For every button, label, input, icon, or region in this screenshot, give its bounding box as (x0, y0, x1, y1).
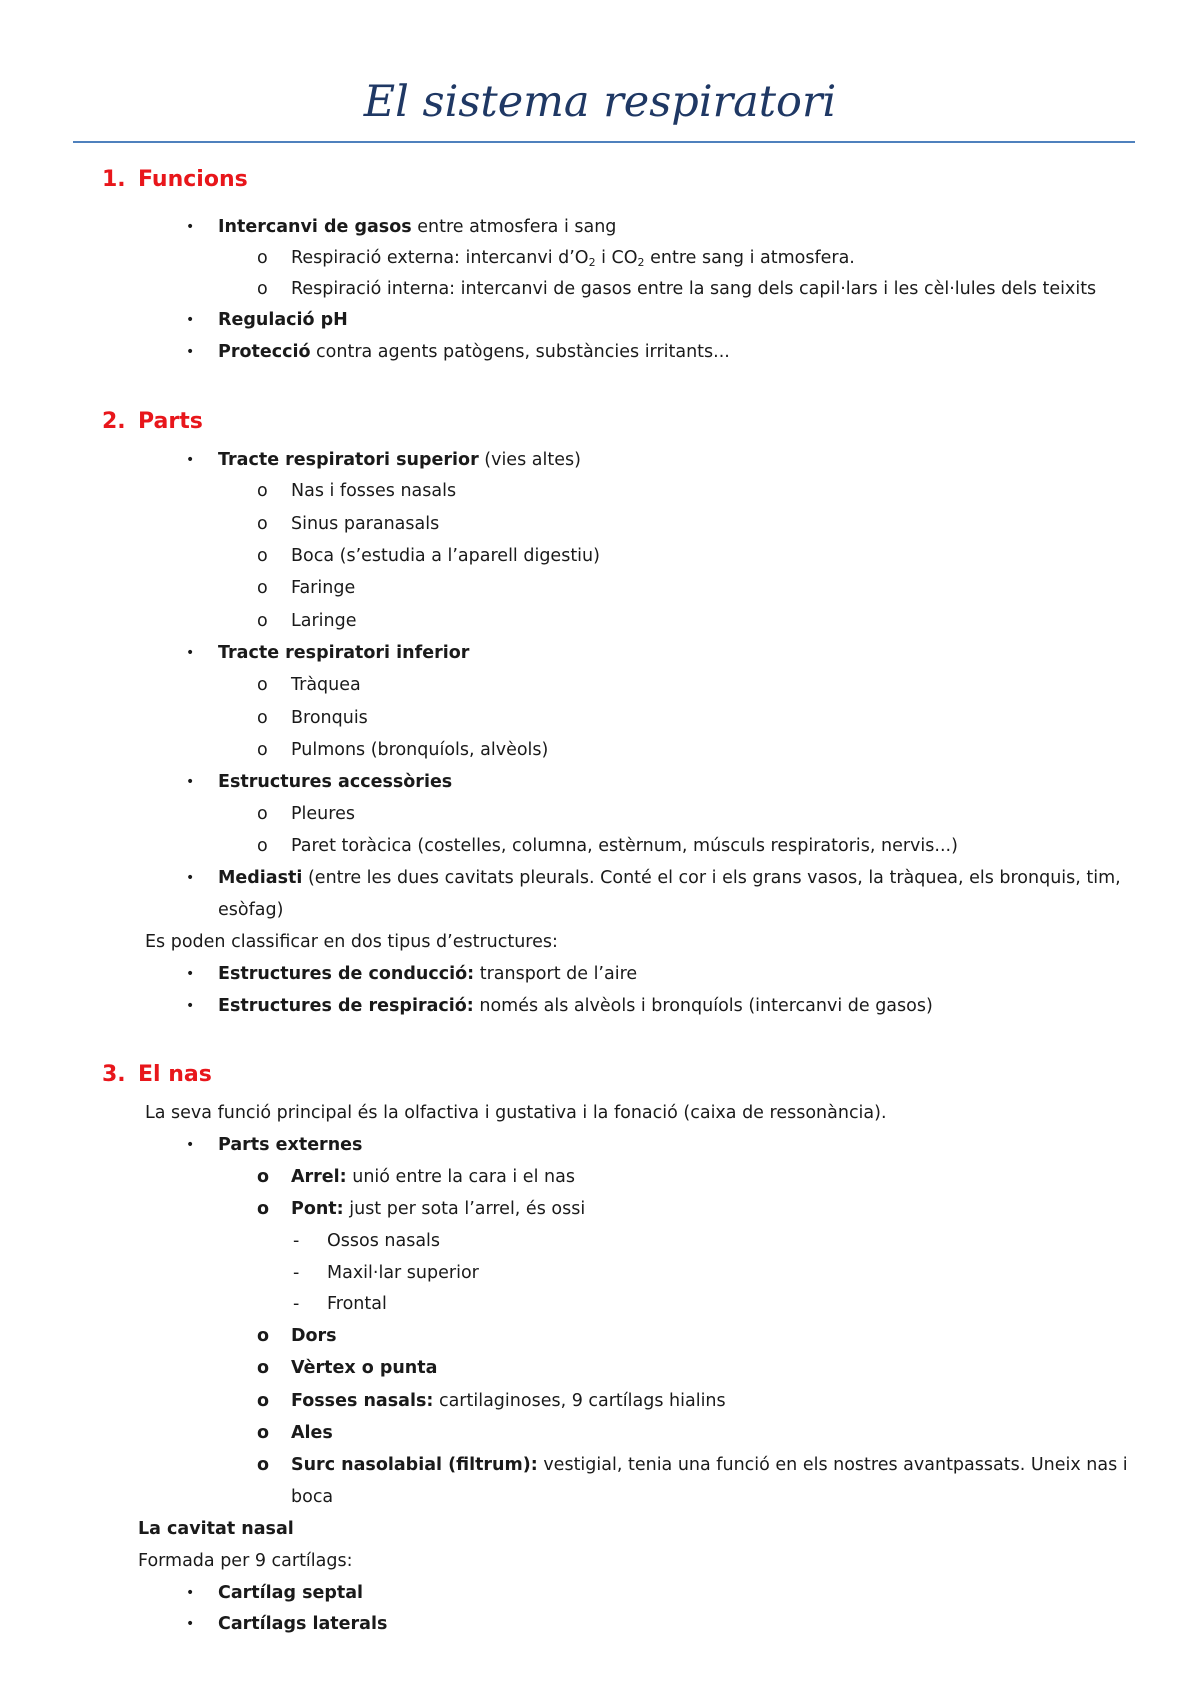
item-text: esòfag) (218, 900, 284, 920)
section-title: Parts (138, 409, 203, 434)
item-text: Paret toràcica (costelles, columna, estèrnum, músculs respiratoris, nervis...) (291, 836, 958, 856)
item-text: Bronquis (291, 708, 368, 728)
bullet-icon: • (186, 966, 195, 982)
item-text: Laringe (291, 611, 357, 631)
item-text: Faringe (291, 578, 356, 598)
circle-bullet-icon: o (257, 675, 268, 695)
paragraph: La seva funció principal és la olfactiva i gustativa i la fonació (caixa de ressonància). (145, 1103, 887, 1123)
item-text: Respiració interna: intercanvi de gasos entre la sang dels capil·lars i les cèl·lules dels teixits (291, 279, 1097, 299)
dash-bullet-icon: - (293, 1231, 300, 1251)
item-text: Tràquea (291, 675, 361, 695)
item-bold: Cartílags laterals (218, 1614, 388, 1634)
item-text: (vies altes) (478, 450, 581, 470)
section-number: 3. (102, 1062, 126, 1087)
item-bold: Fosses nasals: (291, 1391, 434, 1411)
bullet-icon: • (186, 312, 195, 328)
item-bold: Pont: (291, 1199, 344, 1219)
item-text: Nas i fosses nasals (291, 481, 457, 501)
item-text: entre sang i atmosfera. (644, 248, 855, 268)
item-text: cartilaginoses, 9 cartílags hialins (433, 1391, 726, 1411)
item-text: boca (291, 1487, 334, 1507)
circle-bullet-icon: o (257, 1199, 270, 1219)
item-text: i CO (595, 248, 638, 268)
bullet-icon: • (186, 870, 195, 886)
item-bold: Mediasti (218, 868, 303, 888)
circle-bullet-icon: o (257, 1455, 270, 1475)
item-text: vestigial, tenia una funció en els nostres avantpassats. Uneix nas i (537, 1455, 1128, 1475)
page-title: El sistema respiratori (363, 77, 837, 127)
bullet-icon: • (186, 998, 195, 1014)
circle-bullet-icon: o (257, 1167, 270, 1187)
item-bold: Estructures de respiració: (218, 996, 474, 1016)
item-text: Respiració externa: intercanvi d’O (291, 248, 589, 268)
item-bold: Cartílag septal (218, 1583, 364, 1603)
item-bold: Vèrtex o punta (291, 1358, 438, 1378)
circle-bullet-icon: o (257, 1391, 270, 1411)
item-text: contra agents patògens, substàncies irritants... (310, 342, 730, 362)
circle-bullet-icon: o (257, 1358, 270, 1378)
bullet-icon: • (186, 774, 195, 790)
item-text: transport de l’aire (474, 964, 638, 984)
subscript: 2 (637, 256, 645, 269)
circle-bullet-icon: o (257, 836, 268, 856)
circle-bullet-icon: o (257, 611, 268, 631)
subheading (138, 1517, 294, 1541)
item-text: Maxil·lar superior (327, 1263, 479, 1283)
paragraph: Es poden classificar en dos tipus d’estructures: (145, 932, 558, 952)
item-text: unió entre la cara i el nas (346, 1167, 575, 1187)
item-text: Boca (s’estudia a l’aparell digestiu) (291, 546, 600, 566)
subscript: 2 (588, 256, 596, 269)
item-text: només als alvèols i bronquíols (intercanvi de gasos) (473, 996, 933, 1016)
item-bold: Arrel: (291, 1167, 347, 1187)
section-number: 2. (102, 409, 126, 434)
item-bold: Parts externes (218, 1135, 363, 1155)
circle-bullet-icon: o (257, 708, 268, 728)
paragraph: Formada per 9 cartílags: (138, 1551, 353, 1571)
circle-bullet-icon: o (257, 248, 268, 268)
circle-bullet-icon: o (257, 1326, 270, 1346)
circle-bullet-icon: o (257, 1423, 270, 1443)
section-title: Funcions (138, 167, 248, 192)
item-text: entre atmosfera i sang (411, 217, 617, 237)
dash-bullet-icon: - (293, 1294, 300, 1314)
title-divider (73, 141, 1135, 143)
item-bold: Tracte respiratori inferior (218, 643, 470, 663)
bullet-icon: • (186, 1616, 195, 1632)
circle-bullet-icon: o (257, 514, 268, 534)
circle-bullet-icon: o (257, 481, 268, 501)
bullet-icon: • (186, 645, 195, 661)
item-bold: La cavitat nasal (138, 1519, 294, 1539)
item-text: Sinus paranasals (291, 514, 440, 534)
item-text: Pulmons (bronquíols, alvèols) (291, 740, 549, 760)
item-text: just per sota l’arrel, és ossi (343, 1199, 586, 1219)
section-title: El nas (138, 1062, 212, 1087)
bullet-icon: • (186, 452, 195, 468)
item-bold: Tracte respiratori superior (218, 450, 479, 470)
item-bold: Estructures de conducció: (218, 964, 475, 984)
item-bold: Dors (291, 1326, 337, 1346)
bullet-icon: • (186, 1585, 195, 1601)
item-bold: Protecció (218, 342, 311, 362)
circle-bullet-icon: o (257, 578, 268, 598)
bullet-icon: • (186, 1137, 195, 1153)
item-bold: Surc nasolabial (filtrum): (291, 1455, 538, 1475)
item-text: Ossos nasals (327, 1231, 441, 1251)
item-text: Frontal (327, 1294, 387, 1314)
item-bold: Estructures accessòries (218, 772, 453, 792)
dash-bullet-icon: - (293, 1263, 300, 1283)
circle-bullet-icon: o (257, 804, 268, 824)
section-number: 1. (102, 167, 126, 192)
circle-bullet-icon: o (257, 546, 268, 566)
item-bold: Intercanvi de gasos (218, 217, 412, 237)
item-text: (entre les dues cavitats pleurals. Conté el cor i els grans vasos, la tràquea, els bronquis, tim, (302, 868, 1121, 888)
item-text: Pleures (291, 804, 355, 824)
bullet-icon: • (186, 344, 195, 360)
circle-bullet-icon: o (257, 279, 268, 299)
bullet-icon: • (186, 219, 195, 235)
item-bold: Ales (291, 1423, 333, 1443)
circle-bullet-icon: o (257, 740, 268, 760)
item-bold: Regulació pH (218, 310, 348, 330)
